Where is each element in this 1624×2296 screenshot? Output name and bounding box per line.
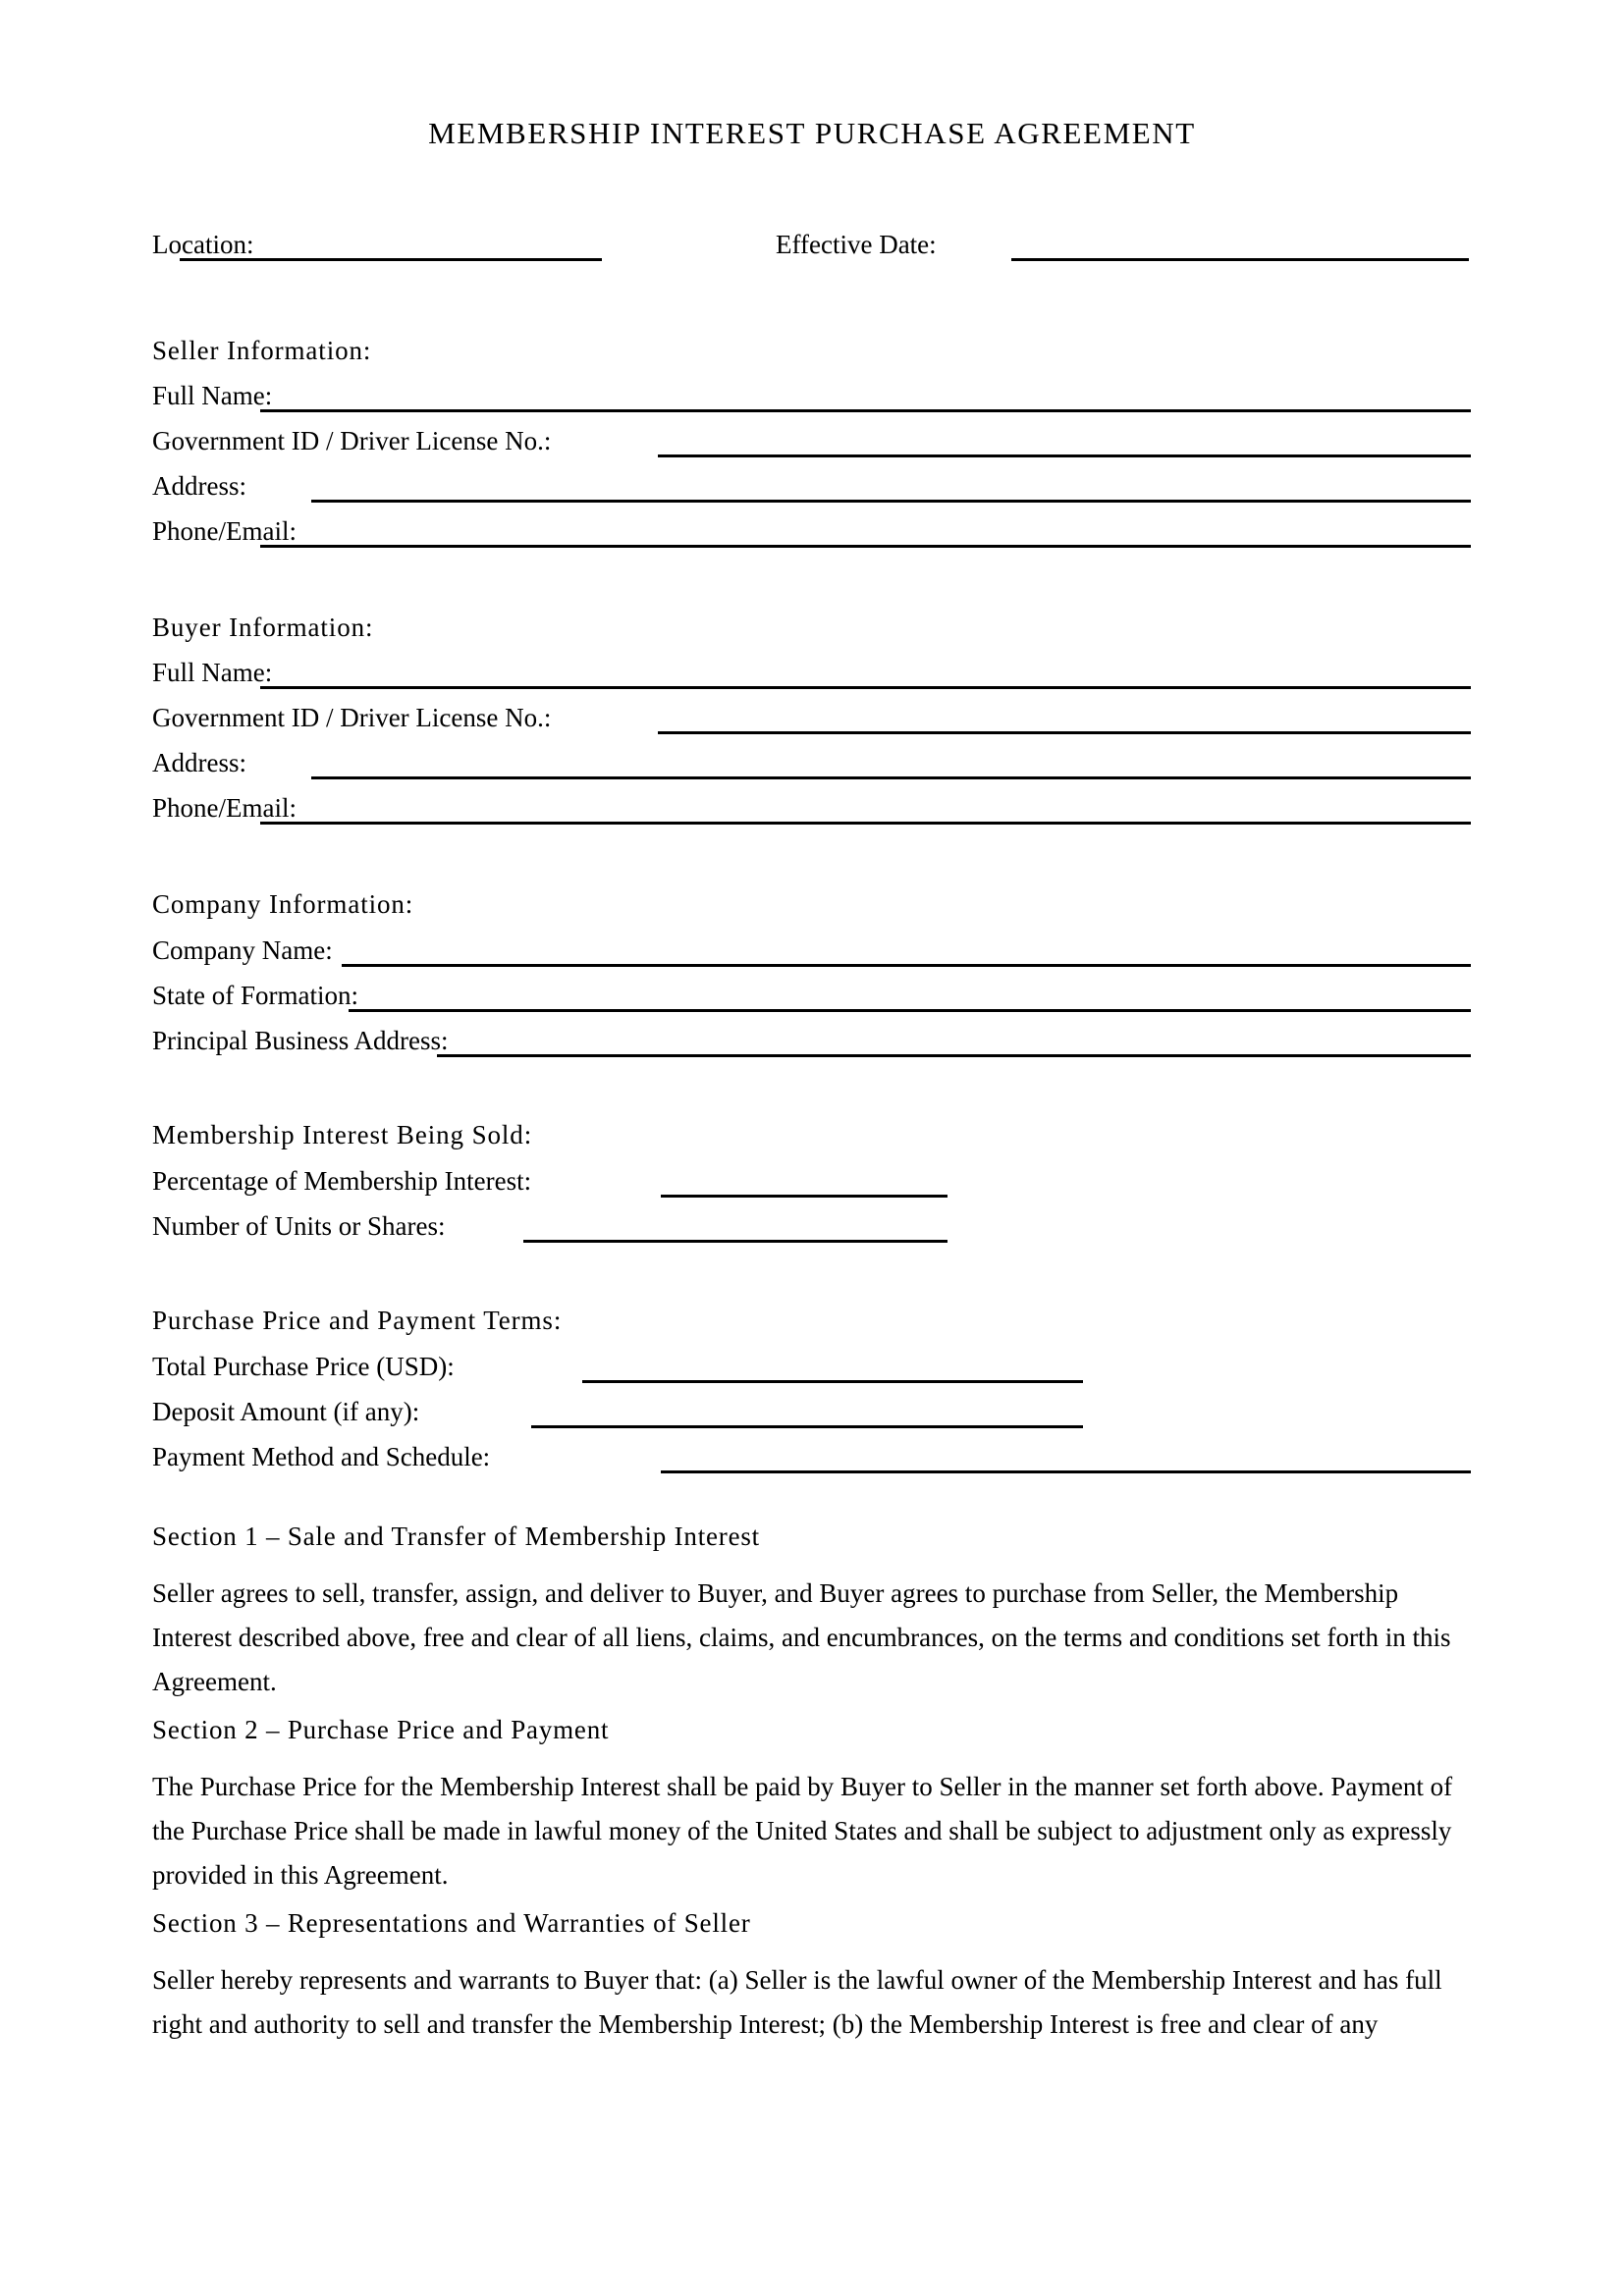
- section-3-body: Seller hereby represents and warrants to Buyer that: (a) Seller is the lawful owner of the Membership Interest and has full right and authority to sell and transfer the Membership Interest; (b) the Membership Interest is free and clear of any: [152, 1965, 1442, 2039]
- section-3-heading: Section 3 – Representations and Warranties of Seller: [152, 1908, 751, 1938]
- buyer-full-name-input[interactable]: [260, 686, 1471, 689]
- deposit-amount-label: Deposit Amount (if any):: [152, 1397, 420, 1426]
- principal-business-address-label: Principal Business Address:: [152, 1026, 449, 1055]
- percentage-of-membership-interest-label: Percentage of Membership Interest:: [152, 1166, 532, 1196]
- company-heading-label: Company Information:: [152, 889, 414, 919]
- effective-date-input[interactable]: [1011, 258, 1469, 261]
- seller-address-input[interactable]: [311, 500, 1471, 503]
- buyer-phone-email-input[interactable]: [260, 822, 1471, 825]
- deposit-amount-input[interactable]: [531, 1425, 1083, 1428]
- seller-government-id-label: Government ID / Driver License No.:: [152, 426, 552, 455]
- section-2-body: The Purchase Price for the Membership Interest shall be paid by Buyer to Seller in the manner set forth above. Payment of the Purchase Price shall be made in lawful money of the United States and shall be subject to adjustment only as expressly provided in this Agreement.: [152, 1772, 1453, 1890]
- membership-interest-heading-label: Membership Interest Being Sold:: [152, 1120, 533, 1149]
- payment-method-and-schedule-label: Payment Method and Schedule:: [152, 1442, 491, 1471]
- payment-method-and-schedule-input[interactable]: [661, 1470, 1471, 1473]
- buyer-government-id-input[interactable]: [658, 731, 1471, 734]
- total-purchase-price-input[interactable]: [582, 1380, 1083, 1383]
- effective-date-label: Effective Date:: [776, 230, 937, 259]
- purchase-terms-heading-label: Purchase Price and Payment Terms:: [152, 1306, 563, 1335]
- section-2-heading: Section 2 – Purchase Price and Payment: [152, 1715, 610, 1744]
- principal-business-address-input[interactable]: [437, 1054, 1471, 1057]
- page-title: MEMBERSHIP INTEREST PURCHASE AGREEMENT: [428, 116, 1196, 150]
- company-name-label: Company Name:: [152, 935, 333, 965]
- buyer-address-label: Address:: [152, 748, 246, 777]
- seller-full-name-label: Full Name:: [152, 381, 273, 410]
- state-of-formation-input[interactable]: [349, 1009, 1471, 1012]
- buyer-heading-label: Buyer Information:: [152, 613, 374, 642]
- location-input[interactable]: [180, 258, 602, 261]
- number-of-units-or-shares-input[interactable]: [523, 1240, 947, 1243]
- state-of-formation-label: State of Formation:: [152, 981, 358, 1010]
- section-1-heading: Section 1 – Sale and Transfer of Membership Interest: [152, 1522, 760, 1551]
- seller-heading-label: Seller Information:: [152, 336, 372, 365]
- location-label: Location:: [152, 230, 254, 259]
- seller-full-name-input[interactable]: [260, 409, 1471, 412]
- buyer-phone-email-label: Phone/Email:: [152, 793, 297, 823]
- buyer-full-name-label: Full Name:: [152, 658, 273, 687]
- total-purchase-price-label: Total Purchase Price (USD):: [152, 1352, 455, 1381]
- seller-government-id-input[interactable]: [658, 454, 1471, 457]
- buyer-address-input[interactable]: [311, 776, 1471, 779]
- section-1-body: Seller agrees to sell, transfer, assign, and deliver to Buyer, and Buyer agrees to purchase from Seller, the Membership Interest described above, free and clear of all liens, claims, and encumbrances, on the terms and conditions set forth in this Agreement.: [152, 1578, 1451, 1696]
- buyer-government-id-label: Government ID / Driver License No.:: [152, 703, 552, 732]
- seller-address-label: Address:: [152, 471, 246, 501]
- number-of-units-or-shares-label: Number of Units or Shares:: [152, 1211, 446, 1241]
- company-name-input[interactable]: [342, 964, 1471, 967]
- seller-phone-email-input[interactable]: [260, 545, 1471, 548]
- percentage-of-membership-interest-input[interactable]: [661, 1195, 947, 1198]
- seller-phone-email-label: Phone/Email:: [152, 516, 297, 546]
